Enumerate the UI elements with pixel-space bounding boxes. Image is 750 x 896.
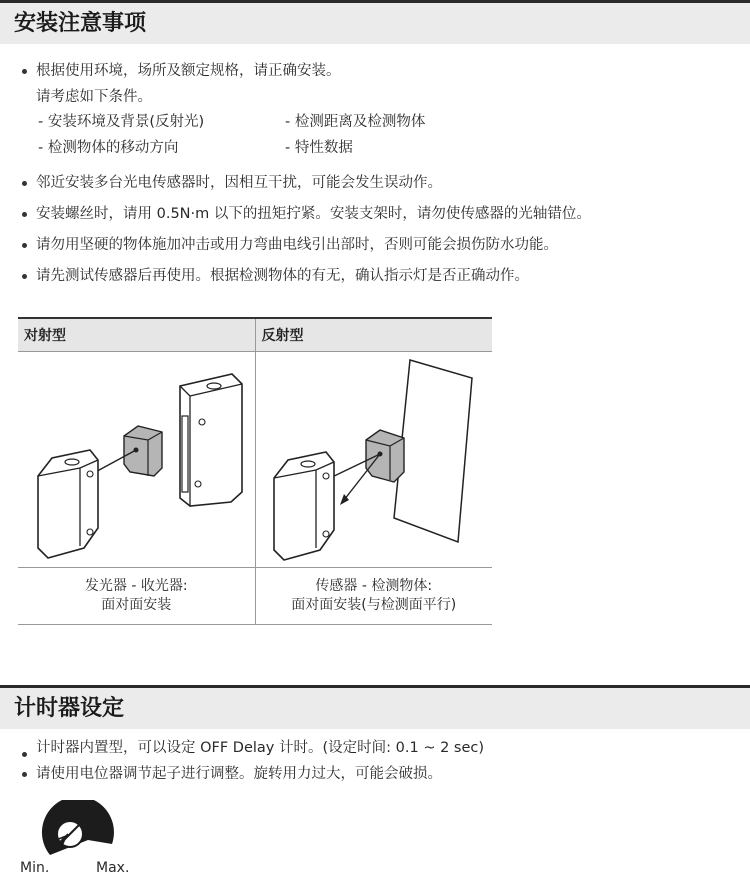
timer-section-header [0, 685, 750, 729]
sensor-body [274, 452, 334, 560]
detection-surface [394, 360, 472, 542]
bullet-dot [22, 274, 27, 279]
timer-bullet-1: 计时器内置型，可以设定 OFF Delay 计时。(设定时间: 0.1 ~ 2 sec) [36, 740, 485, 756]
bullet-dot [22, 69, 27, 74]
emitter-body [38, 450, 98, 558]
condition-4: - 特性数据 [285, 140, 353, 156]
bullet-dot [22, 752, 27, 757]
sensor-screw-hole [323, 473, 329, 479]
dial-min-label: Min. [20, 860, 50, 876]
mounting-type-table [18, 317, 492, 625]
install-section-header [0, 0, 750, 44]
condition-1: - 安装环境及背景(反射光) [38, 114, 205, 130]
emitter-screw-hole [87, 529, 93, 535]
receiver-screw-hole [199, 419, 205, 425]
retroreflective-illustration [255, 352, 492, 568]
target-block [124, 426, 162, 476]
install-bullet-4: 请勿用坚硬的物体施加冲击或用力弯曲电线引出部时，否则可能会损伤防水功能。 [36, 237, 558, 253]
condition-2: - 检测距离及检测物体 [285, 114, 426, 130]
bullet-dot [22, 243, 27, 248]
through-beam-illustration [18, 352, 255, 568]
receiver-indicator [207, 383, 221, 389]
bullet-dot [22, 772, 27, 777]
receiver-body [180, 374, 242, 506]
receiver-lens [182, 416, 188, 492]
dial-max-label: Max. [96, 860, 130, 876]
sensor-screw-hole [323, 531, 329, 537]
conditions-intro: 请考虑如下条件。 [36, 89, 152, 105]
timer-section-title: 计时器设定 [14, 696, 125, 721]
install-section-title: 安装注意事项 [14, 11, 147, 36]
caption-line: 传感器 - 检测物体: [315, 578, 433, 594]
target-block [366, 430, 404, 482]
header-through-beam: 对射型 [18, 318, 255, 352]
retroreflective-caption [255, 568, 492, 625]
bullet-dot [22, 212, 27, 217]
condition-3: - 检测物体的移动方向 [38, 140, 179, 156]
caption-line: 面对面安装 [101, 597, 172, 613]
header-retroreflective: 反射型 [255, 318, 492, 352]
through-beam-caption [18, 568, 255, 625]
install-bullet-2: 邻近安装多台光电传感器时，因相互干扰，可能会发生误动作。 [36, 175, 442, 191]
timer-bullet-2: 请使用电位器调节起子进行调整。旋转用力过大，可能会破损。 [36, 766, 442, 782]
bullet-dot [22, 181, 27, 186]
caption-line: 发光器 - 收光器: [84, 578, 188, 594]
install-bullet-3: 安装螺丝时，请用 0.5N·m 以下的扭矩拧紧。安装支架时，请勿使传感器的光轴错位。 [36, 206, 591, 222]
sensor-indicator [301, 461, 315, 467]
caption-line: 面对面安装(与检测面平行) [291, 597, 457, 613]
install-bullet-1: 根据使用环境，场所及额定规格，请正确安装。 [36, 63, 341, 79]
install-bullet-5: 请先测试传感器后再使用。根据检测物体的有无，确认指示灯是否正确动作。 [36, 268, 529, 284]
receiver-screw-hole [195, 481, 201, 487]
emitter-screw-hole [87, 471, 93, 477]
emitter-indicator [65, 459, 79, 465]
